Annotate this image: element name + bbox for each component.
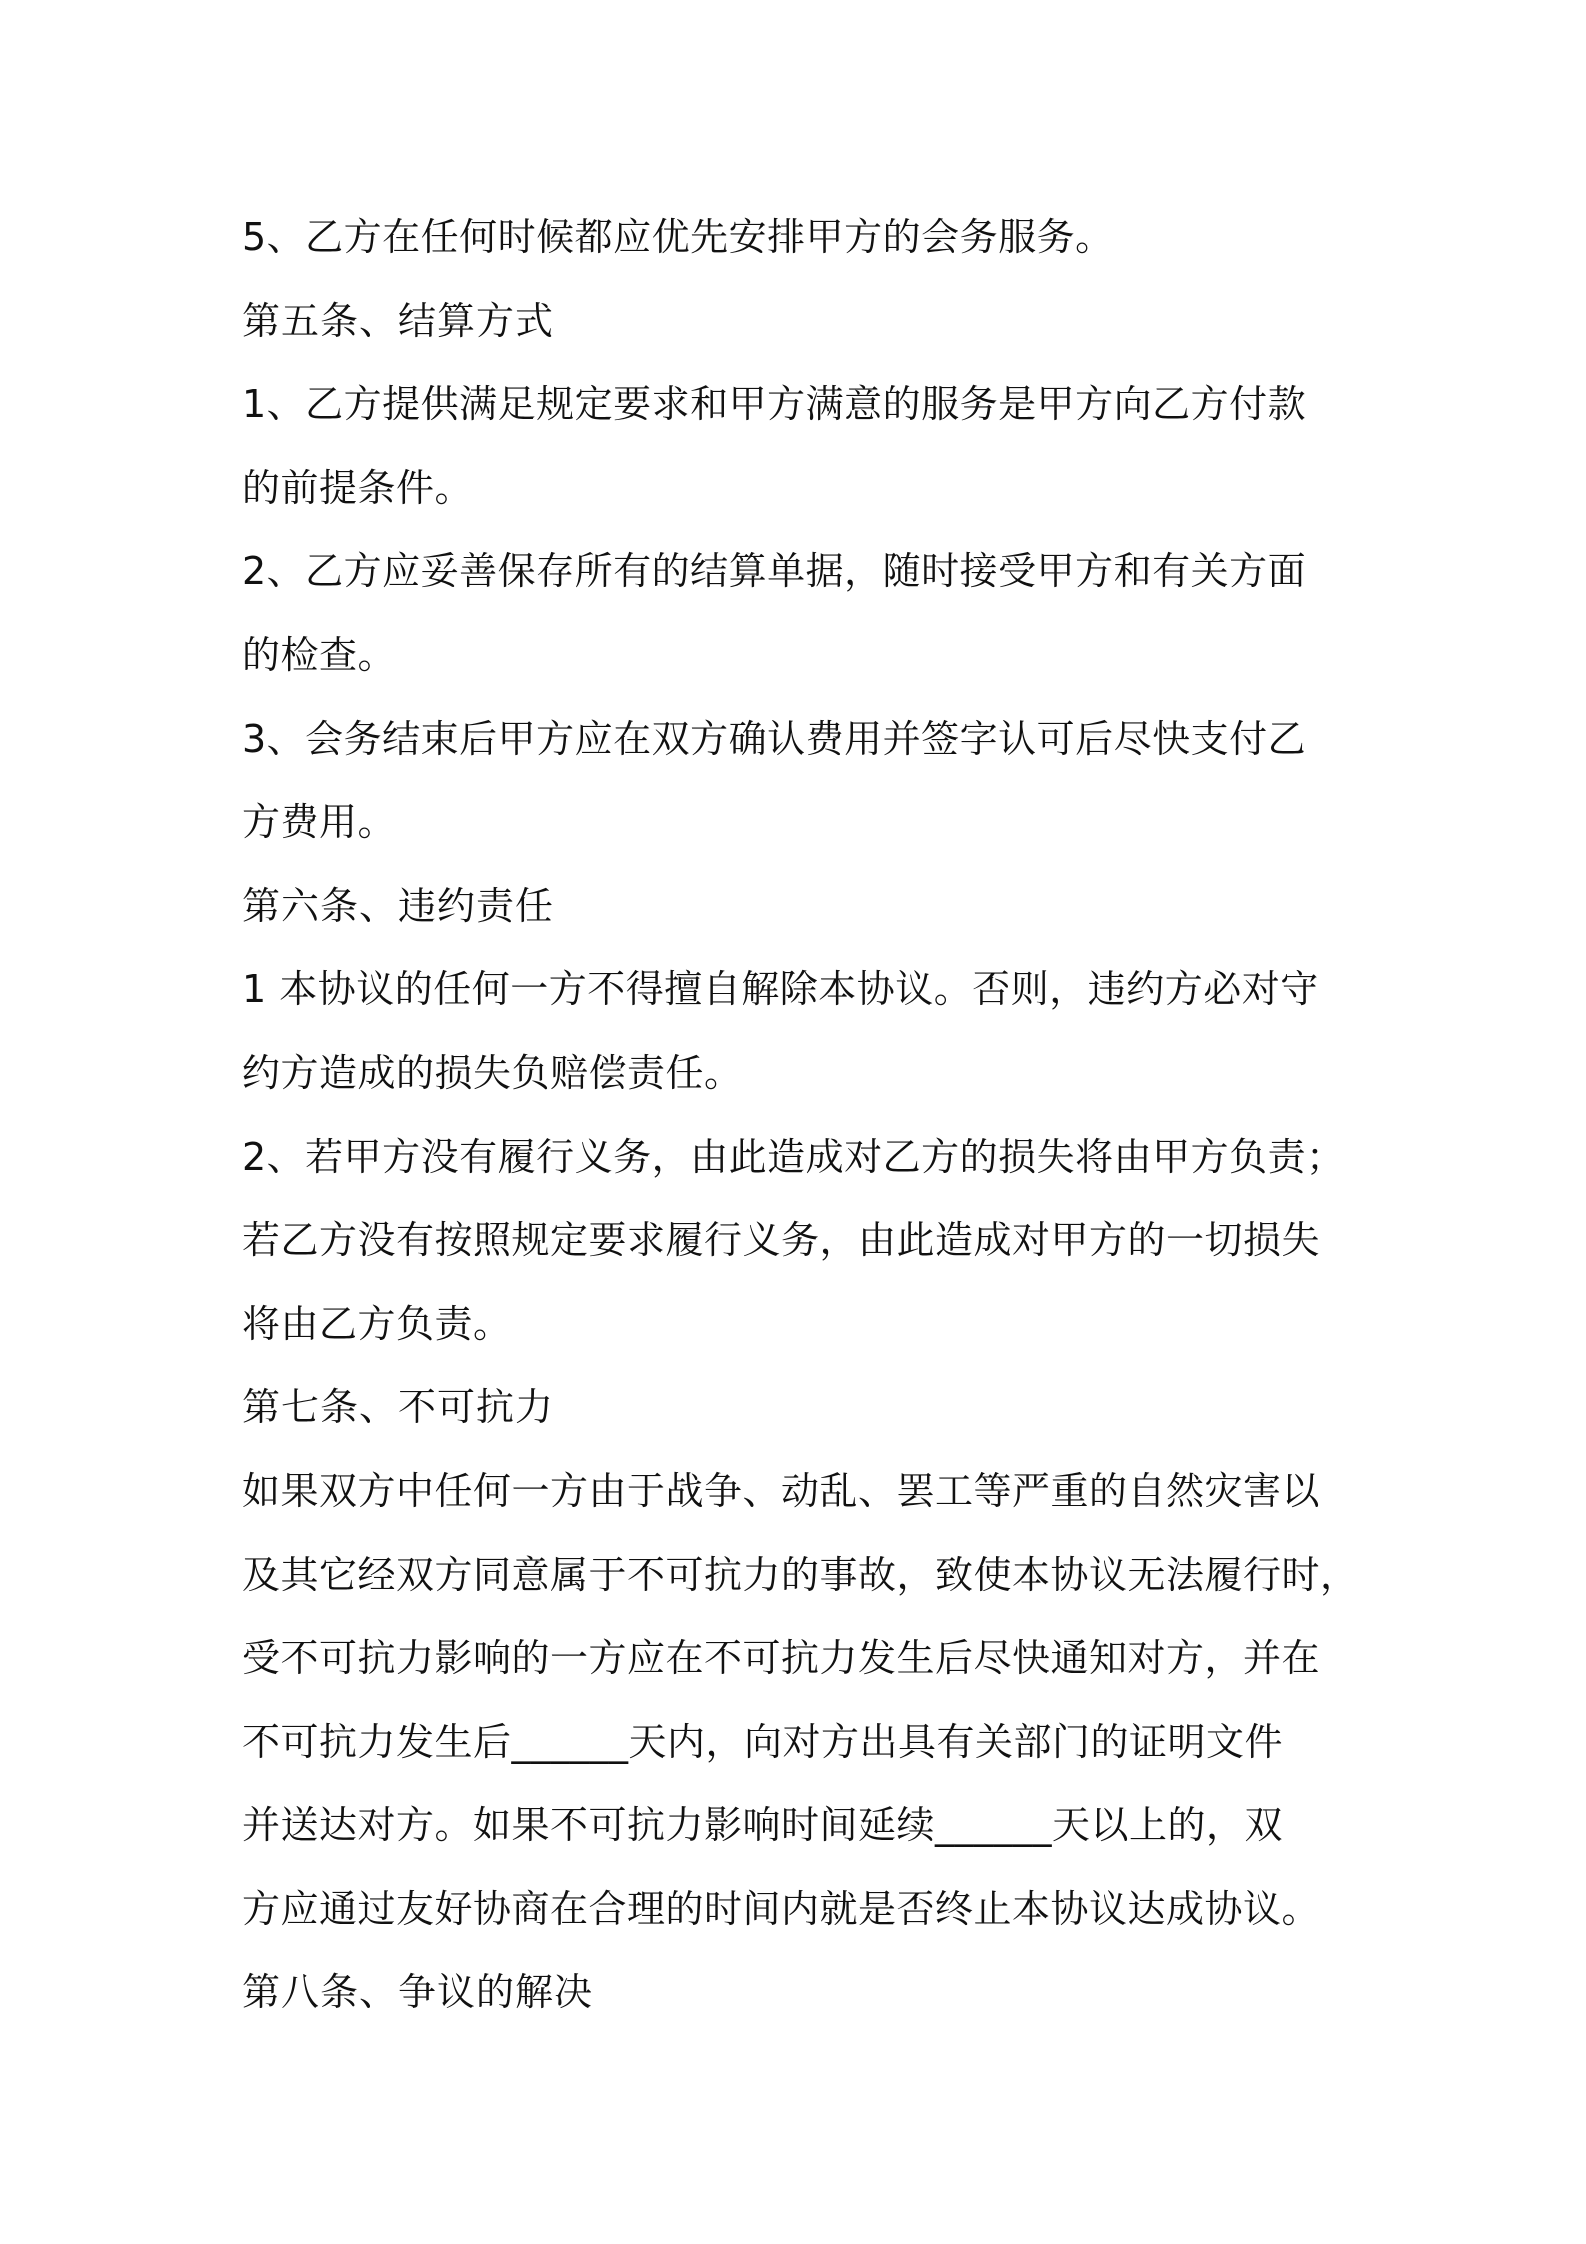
clause-line: 5、乙方在任何时候都应优先安排甲方的会务服务。 [242,215,1114,259]
clause-line: 若乙方没有按照规定要求履行义务，由此造成对甲方的一切损失 [242,1218,1321,1263]
clause-line: 1 本协议的任何一方不得擅自解除本协议。否则，违约方必对守 [242,967,1319,1012]
clause-line: 的检查。 [242,632,397,677]
clause-line: 2、若甲方没有履行义务，由此造成对乙方的损失将由甲方负责； [242,1134,1345,1179]
clause-line: 方应通过友好协商在合理的时间内就是否终止本协议达成协议。 [242,1886,1321,1931]
clause-line: 不可抗力发生后______天内，向对方出具有关部门的证明文件 [242,1719,1284,1764]
clause-line: 方费用。 [242,800,397,845]
clause-line: 约方造成的损失负赔偿责任。 [242,1050,743,1095]
section-heading: 第八条、争议的解决 [242,1970,594,2015]
clause-line: 如果双方中任何一方由于战争、动乱、罢工等严重的自然灾害以 [242,1468,1321,1513]
clause-line: 将由乙方负责。 [242,1301,512,1346]
clause-line: 的前提条件。 [242,465,474,510]
clause-line: 并送达对方。如果不可抗力影响时间延续______天以上的，双 [242,1803,1284,1848]
clause-line: 1、乙方提供满足规定要求和甲方满意的服务是甲方向乙方付款 [242,382,1307,427]
clause-line: 受不可抗力影响的一方应在不可抗力发生后尽快通知对方，并在 [242,1636,1321,1681]
section-heading: 第七条、不可抗力 [242,1385,555,1430]
section-heading: 第六条、违约责任 [242,883,555,928]
contract-text [242,196,1392,2035]
clause-line: 3、会务结束后甲方应在双方确认费用并签字认可后尽快支付乙 [242,716,1307,761]
section-heading: 第五条、结算方式 [242,298,555,343]
clause-line: 2、乙方应妥善保存所有的结算单据，随时接受甲方和有关方面 [242,549,1307,594]
clause-line: 及其它经双方同意属于不可抗力的事故，致使本协议无法履行时， [242,1552,1359,1597]
